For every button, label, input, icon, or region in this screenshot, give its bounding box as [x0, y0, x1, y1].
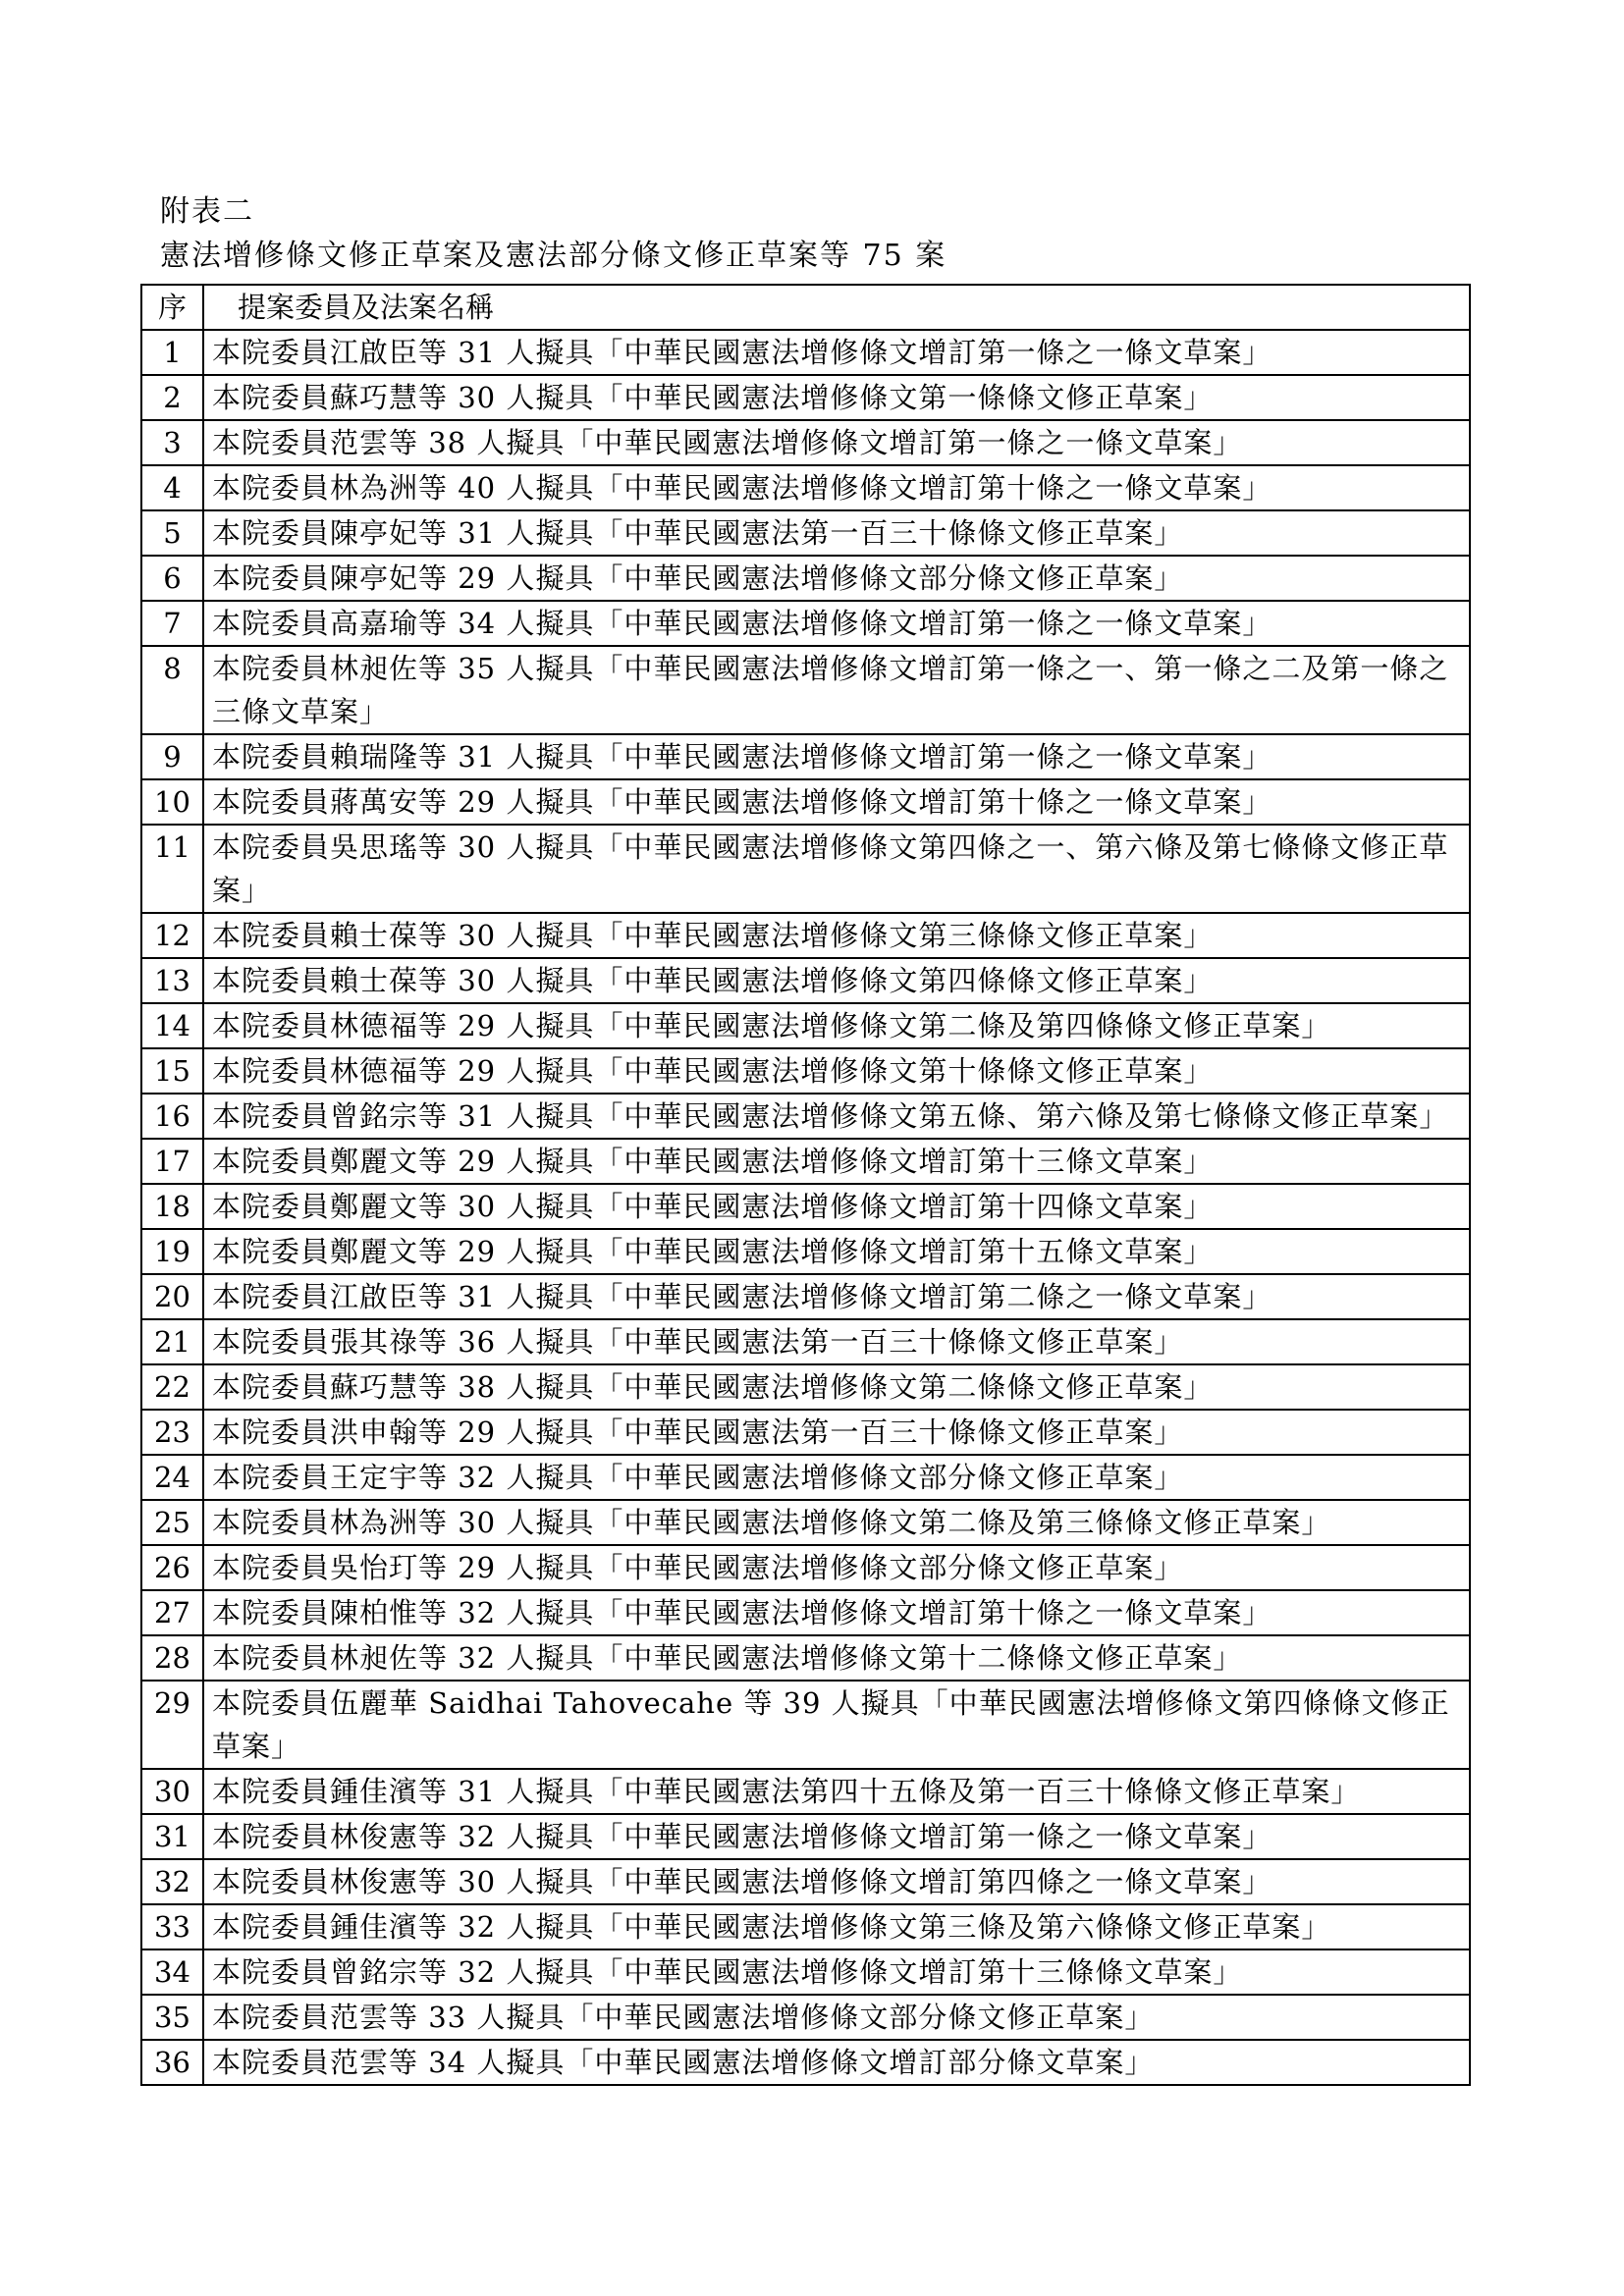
table-row: [141, 1500, 1470, 1545]
row-seq-cell: 34: [141, 1949, 203, 1995]
row-seq-cell: 29: [141, 1681, 203, 1769]
table-row: [141, 1094, 1470, 1139]
table-row: [141, 1904, 1470, 1949]
row-seq-cell: 26: [141, 1545, 203, 1590]
row-seq-cell: 15: [141, 1048, 203, 1094]
row-description-cell: 本院委員鄭麗文等 29 人擬具「中華民國憲法增修條文增訂第十三條文草案」: [203, 1139, 1470, 1184]
table-row: [141, 1949, 1470, 1995]
row-description-cell: 本院委員蔣萬安等 29 人擬具「中華民國憲法增修條文增訂第十條之一條文草案」: [203, 779, 1470, 825]
row-description-cell: 本院委員王定宇等 32 人擬具「中華民國憲法增修條文部分條文修正草案」: [203, 1455, 1470, 1500]
row-description-cell: 本院委員陳亭妃等 31 人擬具「中華民國憲法第一百三十條條文修正草案」: [203, 510, 1470, 556]
row-description-cell: 本院委員林德福等 29 人擬具「中華民國憲法增修條文第二條及第四條條文修正草案」: [203, 1003, 1470, 1048]
table-row: [141, 1814, 1470, 1859]
row-description-cell: 本院委員吳怡玎等 29 人擬具「中華民國憲法增修條文部分條文修正草案」: [203, 1545, 1470, 1590]
row-description-cell: 本院委員伍麗華 Saidhai Tahovecahe 等 39 人擬具「中華民國憲法增修條文第四條條文修正草案」: [203, 1681, 1470, 1769]
row-description-cell: 本院委員鍾佳濱等 31 人擬具「中華民國憲法第四十五條及第一百三十條條文修正草案」: [203, 1769, 1470, 1814]
row-description-cell: 本院委員高嘉瑜等 34 人擬具「中華民國憲法增修條文增訂第一條之一條文草案」: [203, 601, 1470, 646]
table-row: [141, 2040, 1470, 2085]
table-row: [141, 958, 1470, 1003]
row-description-cell: 本院委員林為洲等 40 人擬具「中華民國憲法增修條文增訂第十條之一條文草案」: [203, 465, 1470, 510]
table-row: [141, 375, 1470, 420]
row-description-cell: 本院委員陳亭妃等 29 人擬具「中華民國憲法增修條文部分條文修正草案」: [203, 556, 1470, 601]
header-description: 提案委員及法案名稱: [203, 285, 1470, 330]
bills-table: [140, 284, 1471, 2086]
table-row: [141, 1274, 1470, 1319]
row-seq-cell: 13: [141, 958, 203, 1003]
table-row: [141, 1995, 1470, 2040]
table-row: [141, 1545, 1470, 1590]
appendix-label: 附表二: [160, 194, 254, 229]
table-row: [141, 825, 1470, 913]
row-seq-cell: 23: [141, 1410, 203, 1455]
row-seq-cell: 14: [141, 1003, 203, 1048]
row-seq-cell: 20: [141, 1274, 203, 1319]
row-seq-cell: 12: [141, 913, 203, 958]
table-row: [141, 1319, 1470, 1364]
row-description-cell: 本院委員蘇巧慧等 30 人擬具「中華民國憲法增修條文第一條條文修正草案」: [203, 375, 1470, 420]
row-seq-cell: 30: [141, 1769, 203, 1814]
table-row: [141, 1635, 1470, 1681]
row-seq-cell: 2: [141, 375, 203, 420]
table-row: [141, 913, 1470, 958]
row-seq-cell: 18: [141, 1184, 203, 1229]
table-row: [141, 646, 1470, 734]
table-row: [141, 779, 1470, 825]
row-seq-cell: 9: [141, 734, 203, 779]
table-row: [141, 734, 1470, 779]
table-row: [141, 1410, 1470, 1455]
row-description-cell: 本院委員吳思瑤等 30 人擬具「中華民國憲法增修條文第四條之一、第六條及第七條條文修正草案」: [203, 825, 1470, 913]
row-description-cell: 本院委員鄭麗文等 29 人擬具「中華民國憲法增修條文增訂第十五條文草案」: [203, 1229, 1470, 1274]
row-seq-cell: 27: [141, 1590, 203, 1635]
row-seq-cell: 4: [141, 465, 203, 510]
row-description-cell: 本院委員洪申翰等 29 人擬具「中華民國憲法第一百三十條條文修正草案」: [203, 1410, 1470, 1455]
row-description-cell: 本院委員江啟臣等 31 人擬具「中華民國憲法增修條文增訂第二條之一條文草案」: [203, 1274, 1470, 1319]
row-seq-cell: 31: [141, 1814, 203, 1859]
table-row: [141, 556, 1470, 601]
table-row: [141, 1681, 1470, 1769]
row-description-cell: 本院委員林德福等 29 人擬具「中華民國憲法增修條文第十條條文修正草案」: [203, 1048, 1470, 1094]
table-row: [141, 1184, 1470, 1229]
row-seq-cell: 7: [141, 601, 203, 646]
row-seq-cell: 8: [141, 646, 203, 734]
row-description-cell: 本院委員林昶佐等 32 人擬具「中華民國憲法增修條文第十二條條文修正草案」: [203, 1635, 1470, 1681]
header-seq: 序: [141, 285, 203, 330]
row-description-cell: 本院委員范雲等 33 人擬具「中華民國憲法增修條文部分條文修正草案」: [203, 1995, 1470, 2040]
row-description-cell: 本院委員林為洲等 30 人擬具「中華民國憲法增修條文第二條及第三條條文修正草案」: [203, 1500, 1470, 1545]
row-description-cell: 本院委員張其祿等 36 人擬具「中華民國憲法第一百三十條條文修正草案」: [203, 1319, 1470, 1364]
table-row: [141, 330, 1470, 375]
row-description-cell: 本院委員賴士葆等 30 人擬具「中華民國憲法增修條文第三條條文修正草案」: [203, 913, 1470, 958]
row-description-cell: 本院委員陳柏惟等 32 人擬具「中華民國憲法增修條文增訂第十條之一條文草案」: [203, 1590, 1470, 1635]
table-row: [141, 1139, 1470, 1184]
table-row: [141, 510, 1470, 556]
table-row: [141, 1003, 1470, 1048]
table-row: [141, 420, 1470, 465]
table-row: [141, 1769, 1470, 1814]
row-seq-cell: 3: [141, 420, 203, 465]
row-description-cell: 本院委員林俊憲等 32 人擬具「中華民國憲法增修條文增訂第一條之一條文草案」: [203, 1814, 1470, 1859]
row-seq-cell: 24: [141, 1455, 203, 1500]
table-row: [141, 1364, 1470, 1410]
row-description-cell: 本院委員江啟臣等 31 人擬具「中華民國憲法增修條文增訂第一條之一條文草案」: [203, 330, 1470, 375]
row-description-cell: 本院委員鄭麗文等 30 人擬具「中華民國憲法增修條文增訂第十四條文草案」: [203, 1184, 1470, 1229]
row-seq-cell: 21: [141, 1319, 203, 1364]
row-description-cell: 本院委員林昶佐等 35 人擬具「中華民國憲法增修條文增訂第一條之一、第一條之二及第一條之三條文草案」: [203, 646, 1470, 734]
row-description-cell: 本院委員賴瑞隆等 31 人擬具「中華民國憲法增修條文增訂第一條之一條文草案」: [203, 734, 1470, 779]
row-seq-cell: 36: [141, 2040, 203, 2085]
table-row: [141, 1048, 1470, 1094]
row-seq-cell: 1: [141, 330, 203, 375]
row-seq-cell: 22: [141, 1364, 203, 1410]
row-seq-cell: 10: [141, 779, 203, 825]
document-title: 憲法增修條文修正草案及憲法部分條文修正草案等 75 案: [160, 239, 947, 273]
row-seq-cell: 5: [141, 510, 203, 556]
row-description-cell: 本院委員蘇巧慧等 38 人擬具「中華民國憲法增修條文第二條條文修正草案」: [203, 1364, 1470, 1410]
row-seq-cell: 6: [141, 556, 203, 601]
table-row: [141, 1229, 1470, 1274]
row-seq-cell: 19: [141, 1229, 203, 1274]
table-row: [141, 465, 1470, 510]
row-seq-cell: 17: [141, 1139, 203, 1184]
row-seq-cell: 33: [141, 1904, 203, 1949]
row-seq-cell: 25: [141, 1500, 203, 1545]
row-description-cell: 本院委員范雲等 38 人擬具「中華民國憲法增修條文增訂第一條之一條文草案」: [203, 420, 1470, 465]
row-seq-cell: 32: [141, 1859, 203, 1904]
table-body: [141, 330, 1470, 2085]
row-seq-cell: 28: [141, 1635, 203, 1681]
table-row: [141, 1590, 1470, 1635]
row-description-cell: 本院委員曾銘宗等 32 人擬具「中華民國憲法增修條文增訂第十三條條文草案」: [203, 1949, 1470, 1995]
row-description-cell: 本院委員林俊憲等 30 人擬具「中華民國憲法增修條文增訂第四條之一條文草案」: [203, 1859, 1470, 1904]
row-description-cell: 本院委員范雲等 34 人擬具「中華民國憲法增修條文增訂部分條文草案」: [203, 2040, 1470, 2085]
row-description-cell: 本院委員鍾佳濱等 32 人擬具「中華民國憲法增修條文第三條及第六條條文修正草案」: [203, 1904, 1470, 1949]
row-seq-cell: 11: [141, 825, 203, 913]
table-row: [141, 601, 1470, 646]
table-row: [141, 1455, 1470, 1500]
table-header-row: [141, 285, 1470, 330]
row-description-cell: 本院委員曾銘宗等 31 人擬具「中華民國憲法增修條文第五條、第六條及第七條條文修正草案」: [203, 1094, 1470, 1139]
row-seq-cell: 35: [141, 1995, 203, 2040]
row-seq-cell: 16: [141, 1094, 203, 1139]
table-row: [141, 1859, 1470, 1904]
row-description-cell: 本院委員賴士葆等 30 人擬具「中華民國憲法增修條文第四條條文修正草案」: [203, 958, 1470, 1003]
